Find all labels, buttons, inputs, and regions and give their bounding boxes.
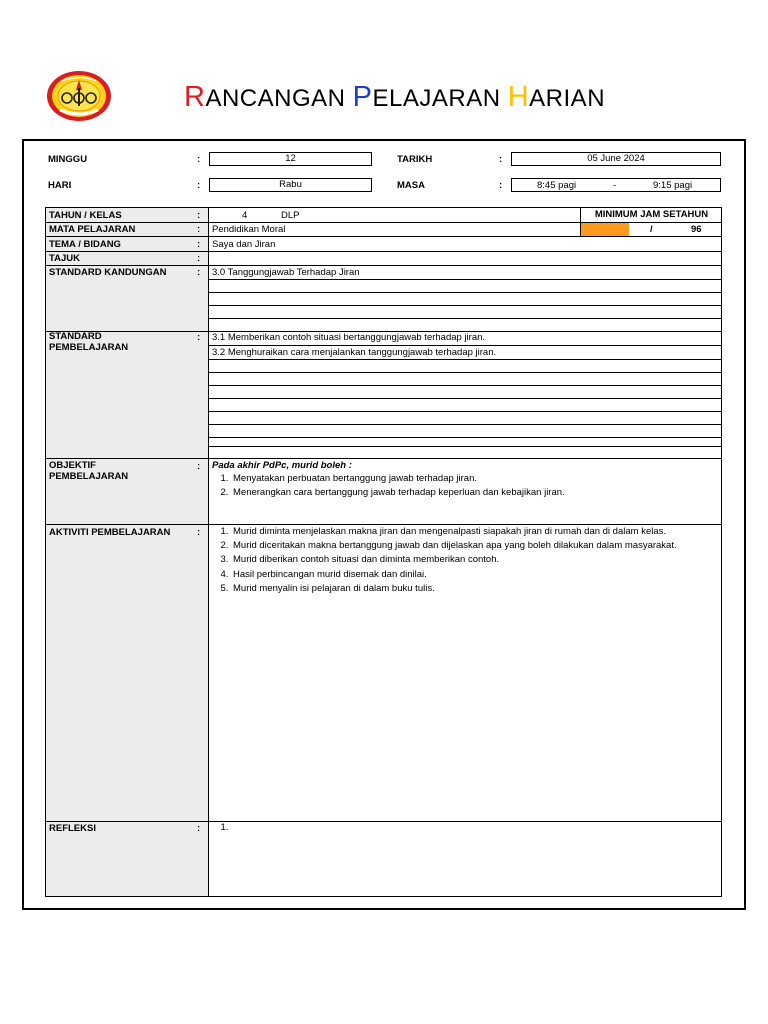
aktiviti-list <box>209 525 677 596</box>
list-item: 2. Menerangkan cara bertanggung jawab terhadap keperluan dan kebajikan jiran. <box>231 486 565 500</box>
standard-pembelajaran-item: 3.1 Memberikan contoh situasi bertanggungjawab terhadap jiran. <box>212 332 486 343</box>
cell-divider <box>209 385 722 386</box>
refleksi-list <box>209 821 233 835</box>
minimum-jam-progress <box>581 223 629 236</box>
row-divider <box>46 265 722 266</box>
aktiviti-label: AKTIVITI PEMBELAJARAN <box>49 527 171 538</box>
tarikh-field[interactable]: 05 June 2024 <box>511 152 721 166</box>
list-item: 1. Menyatakan perbuatan bertanggung jawab terhadap jiran. <box>231 472 565 486</box>
school-crest-logo <box>46 70 112 122</box>
hari-label: HARI <box>48 180 72 191</box>
mata-pelajaran-label: MATA PELAJARAN <box>49 224 136 235</box>
cell-divider <box>209 318 722 319</box>
cell-divider <box>209 411 722 412</box>
minimum-jam-total: 96 <box>691 224 702 235</box>
title-rest-p: ELAJARAN <box>372 85 501 112</box>
list-item: 3. Murid diberikan contoh situasi dan diminta memberikan contoh. <box>231 553 677 567</box>
row-divider <box>46 236 722 237</box>
mata-pelajaran-value: Pendidikan Moral <box>212 224 286 235</box>
label-column <box>46 208 209 896</box>
minggu-field[interactable]: 12 <box>209 152 372 166</box>
tema-bidang-value: Saya dan Jiran <box>212 239 276 250</box>
cell-divider <box>209 279 722 280</box>
masa-separator: - <box>613 180 617 191</box>
tahun-kelas-colon: : <box>197 210 201 221</box>
minggu-label: MINGGU <box>48 154 88 165</box>
tahun-kelas-label: TAHUN / KELAS <box>49 210 122 221</box>
mata-pelajaran-colon: : <box>197 224 201 235</box>
hari-colon: : <box>197 180 201 191</box>
masa-label: MASA <box>397 180 425 191</box>
cell-divider <box>209 446 722 447</box>
objektif-label-line2: PEMBELAJARAN <box>49 471 129 482</box>
row-divider <box>46 821 722 822</box>
cell-divider <box>209 345 722 346</box>
tajuk-label: TAJUK <box>49 253 80 264</box>
list-item: 4. Hasil perbincangan murid disemak dan dinilai. <box>231 568 677 582</box>
tema-bidang-label: TEMA / BIDANG <box>49 239 121 250</box>
kelas-value: DLP <box>281 210 300 221</box>
refleksi-label: REFLEKSI <box>49 823 96 834</box>
standard-pembelajaran-item: 3.2 Menghuraikan cara menjalankan tanggungjawab terhadap jiran. <box>212 347 497 358</box>
page-title <box>184 83 605 113</box>
aktiviti-colon: : <box>197 527 201 538</box>
lesson-plan-table <box>45 207 722 897</box>
masa-field[interactable] <box>511 178 721 192</box>
standard-kandungan-label: STANDARD KANDUNGAN <box>49 267 167 278</box>
cell-divider <box>209 359 722 360</box>
objektif-list <box>209 472 565 500</box>
list-item[interactable] <box>231 821 233 835</box>
minimum-jam-label: MINIMUM JAM SETAHUN <box>594 209 709 220</box>
refleksi-colon: : <box>197 823 201 834</box>
masa-colon: : <box>499 180 503 191</box>
cell-divider <box>209 292 722 293</box>
title-initial-p: P <box>352 81 373 113</box>
cell-divider <box>209 398 722 399</box>
title-rest-h: ARIAN <box>529 85 606 112</box>
row-divider <box>46 458 722 459</box>
list-item: 1. Murid diminta menjelaskan makna jiran dan mengenalpasti siapakah jiran di rumah dan di dalam kelas. <box>231 525 677 539</box>
masa-start: 8:45 pagi <box>537 180 577 191</box>
objektif-intro: Pada akhir PdPc, murid boleh : <box>212 460 352 471</box>
tarikh-colon: : <box>499 154 503 165</box>
standard-pembelajaran-label-line1: STANDARD <box>49 331 102 342</box>
title-rest-r: ANCANGAN <box>205 85 346 112</box>
standard-pembelajaran-colon: : <box>197 332 201 343</box>
title-initial-h: H <box>507 81 530 113</box>
tarikh-label: TARIKH <box>397 154 433 165</box>
objektif-colon: : <box>197 461 201 472</box>
minimum-jam-slash: / <box>650 224 653 235</box>
standard-pembelajaran-label-line2: PEMBELAJARAN <box>49 342 129 353</box>
tema-bidang-colon: : <box>197 239 201 250</box>
standard-kandungan-value: 3.0 Tanggungjawab Terhadap Jiran <box>212 267 360 278</box>
masa-end: 9:15 pagi <box>653 180 693 191</box>
objektif-label-line1: OBJEKTIF <box>49 460 96 471</box>
tajuk-colon: : <box>197 253 201 264</box>
tahun-value: 4 <box>242 210 248 221</box>
title-initial-r: R <box>184 81 206 113</box>
cell-divider <box>209 305 722 306</box>
hari-field[interactable]: Rabu <box>209 178 372 192</box>
row-divider <box>46 251 722 252</box>
minggu-colon: : <box>197 154 201 165</box>
cell-divider <box>209 437 722 438</box>
cell-divider <box>209 372 722 373</box>
standard-kandungan-colon: : <box>197 267 201 278</box>
list-item: 2. Murid diceritakan makna bertanggung jawab dan dijelaskan apa yang boleh dilakukan dalam masyarakat. <box>231 539 677 553</box>
cell-divider <box>209 424 722 425</box>
list-item: 5. Murid menyalin isi pelajaran di dalam buku tulis. <box>231 582 677 596</box>
